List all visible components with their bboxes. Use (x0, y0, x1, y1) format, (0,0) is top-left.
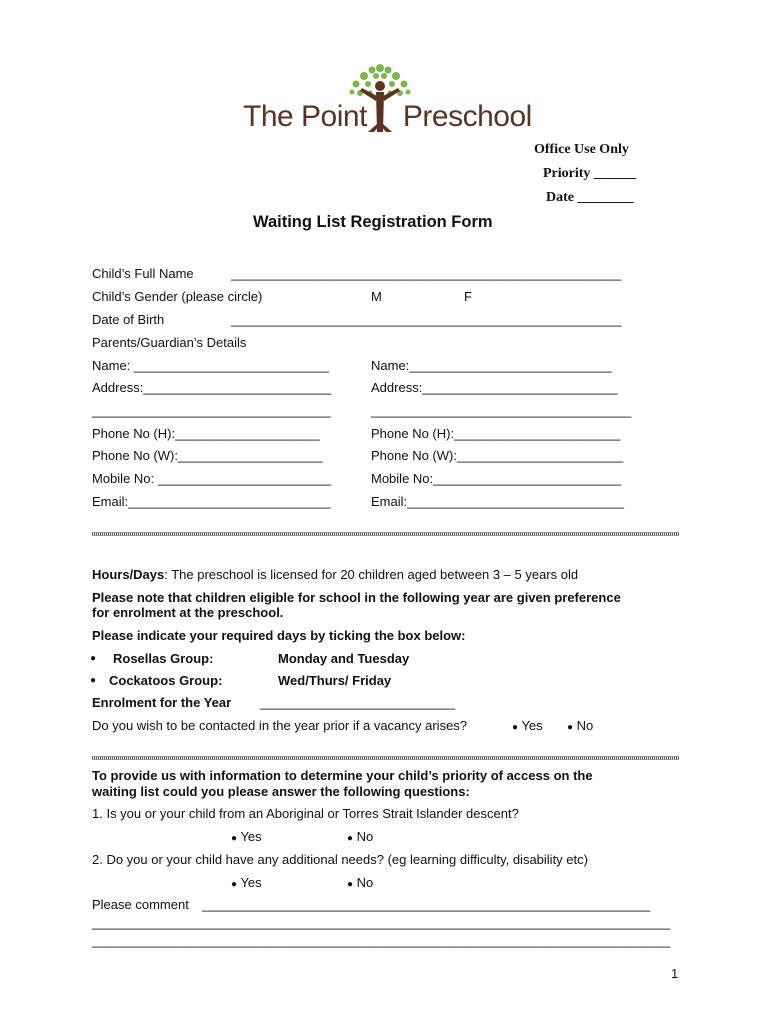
child-name-line[interactable]: ______________________________________________________ (231, 266, 622, 281)
logo-text-left: The Point (243, 100, 367, 133)
priority-intro-line2: waiting list could you please answer the following questions: (92, 784, 470, 799)
parent2-phone-h-field[interactable]: Phone No (H):_______________________ (371, 426, 621, 441)
comment-line-1[interactable]: ______________________________________________________________ (202, 897, 651, 912)
vacancy-yes-option[interactable] (512, 718, 543, 733)
q2-yes-option[interactable] (231, 875, 262, 890)
q1-no-option[interactable] (347, 829, 373, 844)
gender-m-option[interactable]: M (371, 289, 382, 304)
bullet-icon: ● (231, 833, 238, 844)
question-1: 1. Is you or your child from an Aboriginal or Torres Strait Islander descent? (92, 806, 519, 821)
bullet-icon: ● (347, 833, 354, 844)
q2-no-label: No (356, 875, 374, 890)
dob-label: Date of Birth (92, 312, 165, 327)
enrolment-year-label: Enrolment for the Year (92, 695, 232, 710)
days-instruction: Please indicate your required days by ticking the box below: (92, 628, 466, 643)
parents-heading: Parents/Guardian’s Details (92, 335, 247, 350)
parent1-name-field[interactable]: Name: ___________________________ (92, 358, 330, 373)
parent1-mobile-field[interactable]: Mobile No: ________________________ (92, 471, 332, 486)
section-divider (92, 532, 679, 536)
q1-no-label: No (356, 829, 374, 844)
bullet-icon: ● (512, 722, 519, 733)
vacancy-no-option[interactable] (567, 718, 593, 733)
bullet-icon: ● (231, 879, 238, 890)
vacancy-yes-label: Yes (521, 718, 543, 733)
rosellas-group-days[interactable]: Monday and Tuesday (278, 651, 410, 666)
gender-f-option[interactable]: F (464, 289, 472, 304)
cockatoos-group-label: Cockatoos Group: (109, 673, 223, 688)
child-gender-label: Child’s Gender (please circle) (92, 289, 263, 304)
parent2-mobile-field[interactable]: Mobile No:__________________________ (371, 471, 622, 486)
logo-wordmark (243, 100, 532, 134)
bullet-icon: ● (90, 653, 97, 664)
cockatoos-group-days[interactable]: Wed/Thurs/ Friday (278, 673, 392, 688)
date-field: Date ________ (546, 190, 634, 205)
comment-label: Please comment (92, 897, 189, 912)
hours-label: Hours/Days (92, 567, 165, 582)
priority-intro-line1: To provide us with information to determine your child’s priority of access on the (92, 768, 593, 783)
parent1-address2-field[interactable]: _________________________________ (92, 403, 331, 418)
section-divider (92, 756, 679, 760)
q2-no-option[interactable] (347, 875, 373, 890)
comment-line-3[interactable]: ________________________________________________________________________________ (92, 933, 671, 948)
office-use-label: Office Use Only (534, 142, 629, 157)
priority-field: Priority ______ (543, 166, 636, 181)
dob-line[interactable]: ______________________________________________________ (231, 312, 622, 327)
hours-line (92, 567, 578, 582)
hours-text: : The preschool is licensed for 20 children aged between 3 – 5 years old (164, 567, 579, 582)
parent1-email-field[interactable]: Email:____________________________ (92, 494, 331, 509)
q2-yes-label: Yes (240, 875, 262, 890)
parent2-phone-w-field[interactable]: Phone No (W):_______________________ (371, 448, 624, 463)
eligibility-note-line2: for enrolment at the preschool. (92, 605, 284, 620)
bullet-icon: ● (567, 722, 574, 733)
question-2: 2. Do you or your child have any additional needs? (eg learning difficulty, disability etc) (92, 852, 588, 867)
parent1-address-field[interactable]: Address:__________________________ (92, 380, 332, 395)
parent1-phone-w-field[interactable]: Phone No (W):____________________ (92, 448, 323, 463)
vacancy-no-label: No (576, 718, 594, 733)
vacancy-question: Do you wish to be contacted in the year prior if a vacancy arises? (92, 718, 468, 733)
parent1-phone-h-field[interactable]: Phone No (H):____________________ (92, 426, 320, 441)
form-title: Waiting List Registration Form (253, 213, 493, 231)
parent2-address-field[interactable]: Address:___________________________ (371, 380, 618, 395)
q1-yes-label: Yes (240, 829, 262, 844)
eligibility-note-line1: Please note that children eligible for school in the following year are given preference (92, 590, 621, 605)
parent2-name-field[interactable]: Name:____________________________ (371, 358, 612, 373)
q1-yes-option[interactable] (231, 829, 262, 844)
parent2-email-field[interactable]: Email:______________________________ (371, 494, 625, 509)
logo-text-right: Preschool (402, 100, 532, 133)
rosellas-group-label: Rosellas Group: (113, 651, 214, 666)
parent2-address2-field[interactable]: ____________________________________ (371, 403, 632, 418)
comment-line-2[interactable]: ________________________________________________________________________________ (92, 915, 671, 930)
bullet-icon: ● (90, 675, 97, 686)
bullet-icon: ● (347, 879, 354, 890)
child-name-label: Child’s Full Name (92, 266, 194, 281)
enrolment-year-line[interactable]: ___________________________ (260, 695, 456, 710)
page-number: 1 (671, 966, 679, 981)
